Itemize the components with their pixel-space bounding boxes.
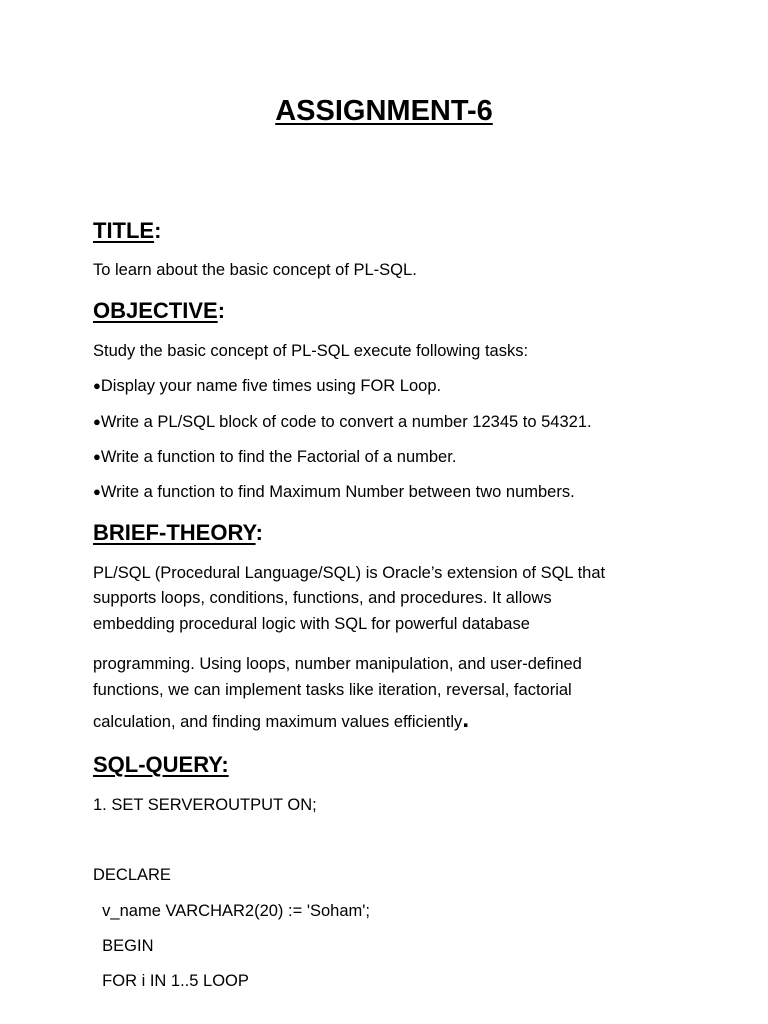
bullet-icon: ● (93, 449, 101, 464)
bullet-text: Write a function to find Maximum Number between two numbers. (100, 483, 575, 501)
bullet-icon: ● (93, 414, 101, 429)
code-line: v_name VARCHAR2(20) := 'Soham'; (93, 902, 370, 920)
theory-final-period: . (462, 706, 469, 733)
theory-line: embedding procedural logic with SQL for powerful database (93, 615, 530, 633)
code-line: 1. SET SERVEROUTPUT ON; (93, 796, 317, 814)
title-heading-colon: : (154, 218, 162, 243)
objective-heading-text: OBJECTIVE (93, 298, 218, 323)
objective-heading-colon: : (217, 298, 226, 323)
code-line: BEGIN (93, 937, 154, 955)
bullet-text: Write a PL/SQL block of code to convert a number 12345 to 54321. (100, 413, 592, 431)
bullet-text: Display your name five times using FOR Loop. (100, 377, 442, 395)
title-heading-text: TITLE (93, 218, 155, 243)
objective-bullet (93, 375, 441, 397)
sql-heading-text: SQL-QUERY: (93, 752, 229, 777)
bullet-icon: ● (93, 484, 101, 499)
sql-heading (93, 751, 229, 779)
title-text: To learn about the basic concept of PL-SQL. (93, 261, 417, 279)
theory-line: functions, we can implement tasks like iteration, reversal, factorial (93, 681, 572, 699)
theory-heading (93, 519, 263, 547)
code-line: FOR i IN 1..5 LOOP (93, 972, 249, 990)
bullet-text: Write a function to find the Factorial of a number. (100, 448, 457, 466)
theory-line: supports loops, conditions, functions, and procedures. It allows (93, 589, 552, 607)
document-title: ASSIGNMENT-6 (275, 95, 493, 127)
bullet-icon: ● (93, 378, 101, 393)
theory-line: programming. Using loops, number manipulation, and user-defined (93, 655, 582, 673)
theory-heading-text: BRIEF-THEORY (93, 520, 256, 545)
title-heading (93, 217, 161, 245)
code-line: DECLARE (93, 866, 171, 884)
objective-bullet (93, 411, 592, 433)
theory-line-text: calculation, and finding maximum values efficiently (93, 713, 463, 731)
theory-heading-colon: : (255, 520, 263, 545)
theory-line-last (93, 706, 469, 733)
objective-heading (93, 297, 225, 325)
objective-bullet (93, 481, 575, 503)
objective-bullet (93, 446, 456, 468)
theory-line: PL/SQL (Procedural Language/SQL) is Oracle’s extension of SQL that (93, 564, 606, 582)
objective-intro: Study the basic concept of PL-SQL execute following tasks: (93, 342, 529, 360)
